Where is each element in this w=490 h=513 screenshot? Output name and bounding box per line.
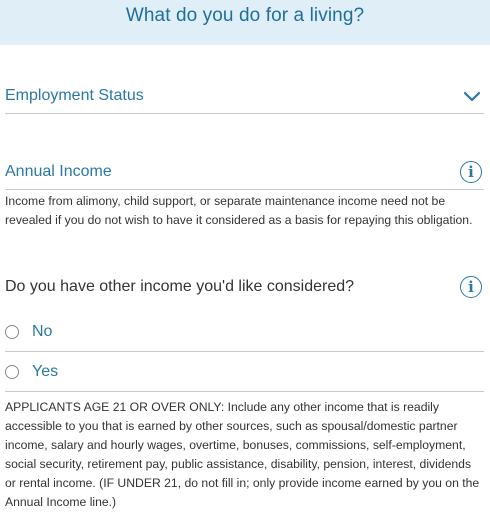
radio-no-label[interactable]: No <box>32 323 53 340</box>
other-income-question-row <box>5 273 484 301</box>
chevron-down-icon[interactable] <box>462 89 482 103</box>
annual-income-note: Income from alimony, child support, or separate maintenance income need not be revealed if you do not wish to have it considered as a basis for repaying this obligation. <box>5 194 473 227</box>
employment-status-label: Employment Status <box>5 87 144 104</box>
other-income-info-icon[interactable]: i <box>460 276 482 298</box>
page-header <box>0 0 490 45</box>
employment-status-select[interactable] <box>5 79 484 114</box>
radio-yes-circle[interactable] <box>5 365 19 379</box>
radio-no-circle[interactable] <box>5 325 19 339</box>
radio-option-yes[interactable] <box>5 353 484 392</box>
radio-option-no[interactable] <box>5 313 484 352</box>
annual-income-info-icon[interactable]: i <box>460 161 482 183</box>
page-title: What do you do for a living? <box>125 4 365 26</box>
other-income-note: APPLICANTS AGE 21 OR OVER ONLY: Include any other income that is readily accessible to you that is earned by other sources, such as spousal/domestic partner income, salary and hourly wages, overtime, bonuses, commissions, self-employment, social security, retirement pay, public assistance, disability, pension, interest, dividends or rental income. (IF UNDER 21, do not fill in; only provide income earned by you on the Annual Income line.) <box>5 400 480 509</box>
annual-income-field[interactable] <box>5 155 484 190</box>
other-income-question: Do you have other income you'd like considered? <box>5 278 355 295</box>
annual-income-label: Annual Income <box>5 163 112 180</box>
radio-yes-label[interactable]: Yes <box>32 363 59 380</box>
